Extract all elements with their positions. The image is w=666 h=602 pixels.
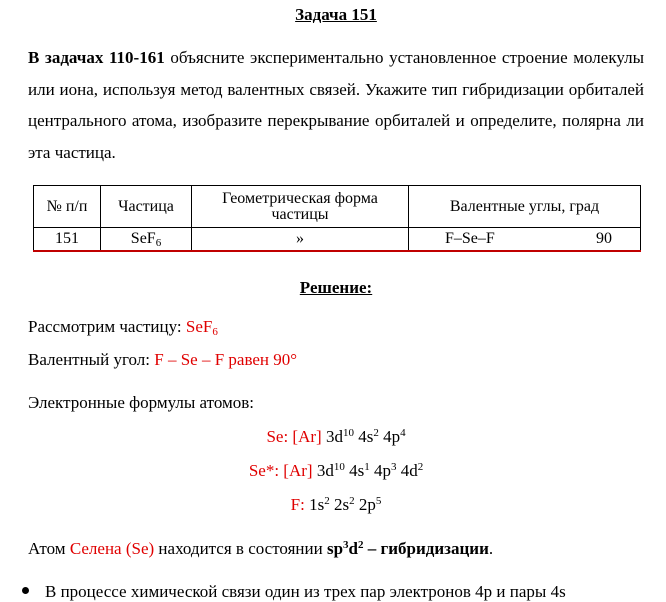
orbital-term: 2s <box>329 495 350 514</box>
orbital-term: 2p <box>354 495 376 514</box>
cell-angle <box>409 228 641 252</box>
data-table <box>33 185 641 252</box>
electron-count: 3 <box>390 461 397 473</box>
electron-count: 4 <box>400 427 406 439</box>
formula-f-config <box>309 495 381 514</box>
orbital-term: 3d <box>325 427 343 446</box>
formula-se-config <box>326 427 406 446</box>
header-geometry: Геометрическая форма частицы <box>192 186 409 228</box>
orbital-term: 4s <box>344 461 365 480</box>
task-text: объясните экспериментально установленное строение молекулы или иона, используя метод валентных связей. Укажите тип гибридизации орбиталей центрального атома, изобразите перекрывание орбиталей и определите, полярна ли эта частица. <box>28 48 644 162</box>
electron-count: 2 <box>417 461 424 473</box>
formula-se-core: [Ar] <box>292 427 326 446</box>
electron-count: 5 <box>375 495 382 507</box>
hybridization-line: Атом Селена (Se) находится в состоянии $sp^3d^2$ – гибридизации. <box>28 539 494 558</box>
table-header-row <box>34 186 641 228</box>
cell-geometry: » <box>192 228 409 252</box>
formula-se <box>28 427 644 447</box>
angle-line-value: F – Se – F равен 90° <box>154 350 298 369</box>
orbital-term: 3d <box>316 461 334 480</box>
angle-line-label: Валентный угол: <box>28 350 155 369</box>
particle-subscript: 6 <box>155 236 162 249</box>
header-angles: Валентные углы, град <box>409 186 641 228</box>
electron-count: 10 <box>333 461 345 473</box>
task-description <box>28 42 644 168</box>
electron-count: 2 <box>373 427 379 439</box>
document <box>28 0 644 558</box>
formula-f-atom: F: <box>290 495 310 514</box>
task-title: Задача 151 <box>295 5 377 24</box>
angle-value: 90 <box>596 230 612 247</box>
cell-particle <box>101 228 192 252</box>
bullet-item <box>22 582 566 602</box>
consider-particle: SeF$_6$ <box>185 317 218 338</box>
consider-line <box>28 317 218 338</box>
electron-count: 10 <box>342 427 354 439</box>
cell-number: 151 <box>34 228 101 252</box>
electron-count: 2 <box>324 495 330 507</box>
orbital-term: 4s <box>353 427 374 446</box>
orbital-term: 1s <box>309 495 325 514</box>
bullet-dot <box>22 587 29 594</box>
task-range: В задачах 110-161 <box>28 48 165 67</box>
solution-heading: Решение: <box>299 278 373 297</box>
orbital-term: 4p <box>369 461 391 480</box>
formula-se-star-atom: Se*: <box>248 461 284 480</box>
consider-label: Рассмотрим частицу: <box>28 317 186 336</box>
angle-label: F–Se–F <box>445 230 495 247</box>
particle-formula: SeF <box>130 229 156 247</box>
hybridization-type: $sp^3d^2$ – гибридизации <box>326 539 489 558</box>
formula-se-star-core: [Ar] <box>283 461 317 480</box>
orbital-term: 4d <box>396 461 418 480</box>
formula-se-star <box>28 461 644 481</box>
electron-count: 1 <box>364 461 370 473</box>
angle-line <box>28 350 297 370</box>
electron-count: 2 <box>349 495 355 507</box>
formula-f <box>28 495 644 515</box>
table-row <box>34 228 641 252</box>
header-number: № п/п <box>34 186 101 228</box>
element-name: Селена (Se) <box>69 539 155 558</box>
formula-se-star-config <box>317 461 423 480</box>
orbital-term: 4p <box>378 427 401 446</box>
formulas-label: Электронные формулы атомов: <box>28 393 255 412</box>
header-particle: Частица <box>101 186 192 228</box>
bullet-text: В процессе химической связи один из трех пар электронов 4p и пары 4s <box>45 582 566 601</box>
formula-se-atom: Se: <box>266 427 293 446</box>
